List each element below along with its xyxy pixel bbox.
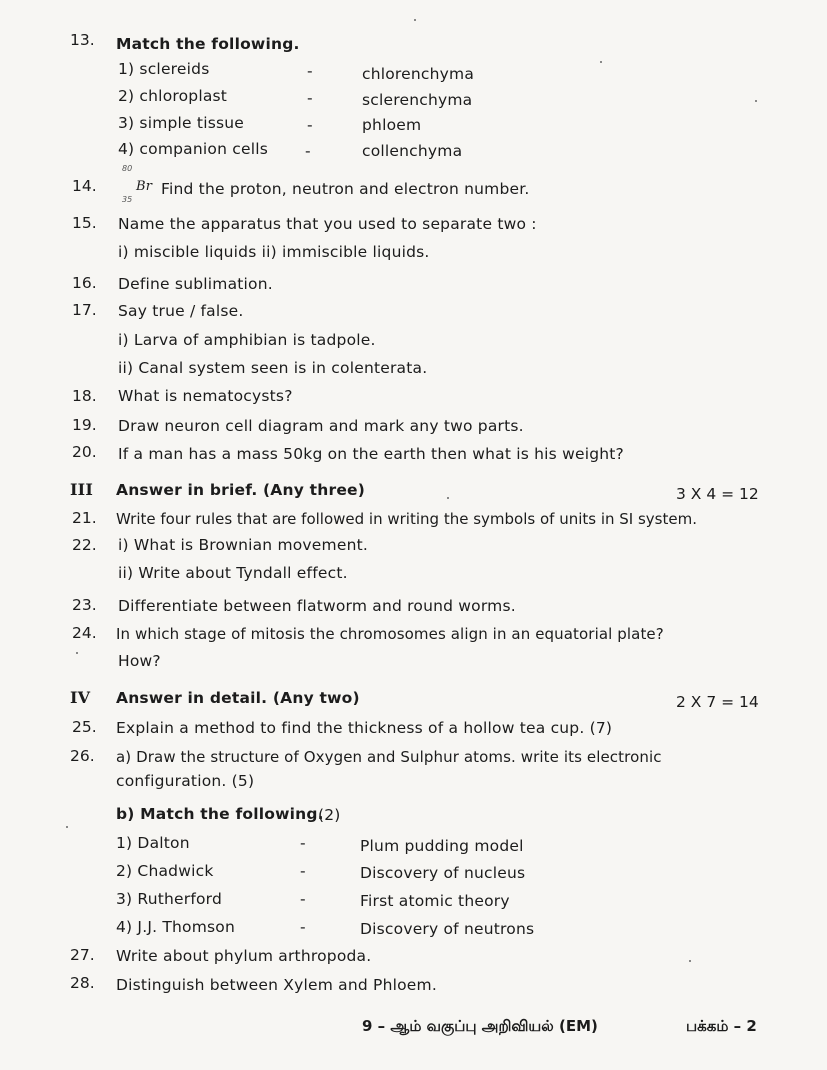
scan-speck bbox=[755, 100, 757, 102]
match-left-item: 1) sclereids bbox=[118, 60, 210, 78]
question-subpart: i) miscible liquids ii) immiscible liquids. bbox=[118, 243, 430, 261]
question-number: 28. bbox=[70, 974, 95, 992]
question-number: 16. bbox=[72, 274, 97, 292]
question-text: Name the apparatus that you used to separate two : bbox=[118, 215, 537, 233]
question-subtitle: b) Match the following. bbox=[116, 805, 324, 823]
scan-speck bbox=[66, 826, 68, 828]
match-left-item: 2) chloroplast bbox=[118, 87, 228, 105]
question-subpart: i) Larva of amphibian is tadpole. bbox=[118, 331, 376, 349]
match-dash: - bbox=[305, 142, 311, 160]
scan-speck bbox=[76, 652, 78, 654]
question-text: What is nematocysts? bbox=[118, 387, 293, 405]
scan-speck bbox=[447, 497, 449, 499]
section-number: III bbox=[70, 480, 94, 499]
question-text-continued: How? bbox=[118, 652, 161, 670]
question-subpart: ii) Canal system seen is in colenterata. bbox=[118, 359, 428, 377]
question-number: 15. bbox=[72, 214, 97, 232]
question-subpart: i) What is Brownian movement. bbox=[118, 536, 369, 554]
element-symbol: Br bbox=[136, 179, 153, 194]
question-title: Match the following. bbox=[116, 35, 300, 53]
question-text-continued: configuration. (5) bbox=[116, 772, 255, 790]
question-number: 26. bbox=[70, 747, 95, 765]
section-title: Answer in brief. (Any three) bbox=[116, 481, 366, 499]
match-right-item: Discovery of nucleus bbox=[360, 864, 526, 882]
question-subpart: ii) Write about Tyndall effect. bbox=[118, 564, 348, 582]
match-right-item: Discovery of neutrons bbox=[360, 920, 535, 938]
question-number: 25. bbox=[72, 718, 97, 736]
question-text: Draw neuron cell diagram and mark any two parts. bbox=[118, 417, 524, 435]
question-number: 13. bbox=[70, 31, 95, 49]
match-left-item: 3) simple tissue bbox=[118, 114, 245, 132]
match-left-item: 1) Dalton bbox=[116, 834, 190, 852]
mass-number: 80 bbox=[122, 164, 133, 173]
question-number: 20. bbox=[72, 443, 97, 461]
section-number: IV bbox=[70, 688, 91, 707]
footer-class-subject: 9 – ஆம் வகுப்பு அறிவியல் (EM) bbox=[362, 1017, 598, 1035]
question-text: Define sublimation. bbox=[118, 275, 273, 293]
match-right-item: phloem bbox=[362, 116, 422, 134]
question-text: Find the proton, neutron and electron number. bbox=[161, 180, 530, 198]
section-title: Answer in detail. (Any two) bbox=[116, 689, 360, 707]
scan-speck bbox=[600, 61, 602, 63]
match-right-item: Plum pudding model bbox=[360, 837, 524, 855]
question-number: 18. bbox=[72, 387, 97, 405]
match-dash: - bbox=[300, 890, 306, 908]
question-text: Explain a method to find the thickness of a hollow tea cup. (7) bbox=[116, 719, 613, 737]
match-left-item: 4) companion cells bbox=[118, 140, 268, 158]
match-right-item: sclerenchyma bbox=[362, 91, 473, 109]
match-dash: - bbox=[300, 834, 306, 852]
question-text: a) Draw the structure of Oxygen and Sulphur atoms. write its electronic bbox=[116, 748, 662, 766]
question-text: If a man has a mass 50kg on the earth then what is his weight? bbox=[118, 445, 624, 463]
scan-speck bbox=[689, 960, 691, 962]
match-left-item: 4) J.J. Thomson bbox=[116, 918, 236, 936]
question-text: Differentiate between flatworm and round worms. bbox=[118, 597, 516, 615]
subpart-marks: (2) bbox=[318, 806, 341, 824]
match-dash: - bbox=[307, 89, 313, 107]
match-dash: - bbox=[300, 918, 306, 936]
question-number: 27. bbox=[70, 946, 95, 964]
match-left-item: 3) Rutherford bbox=[116, 890, 223, 908]
section-marks: 3 X 4 = 12 bbox=[676, 485, 759, 503]
match-dash: - bbox=[307, 116, 313, 134]
match-right-item: First atomic theory bbox=[360, 892, 510, 910]
match-right-item: chlorenchyma bbox=[362, 65, 475, 83]
question-text: Write four rules that are followed in writing the symbols of units in SI system. bbox=[116, 510, 697, 528]
question-number: 17. bbox=[72, 301, 97, 319]
question-number: 24. bbox=[72, 624, 97, 642]
scan-speck bbox=[414, 19, 416, 21]
section-marks: 2 X 7 = 14 bbox=[676, 693, 759, 711]
question-number: 22. bbox=[72, 536, 97, 554]
atomic-number: 35 bbox=[122, 195, 133, 204]
question-number: 19. bbox=[72, 416, 97, 434]
match-dash: - bbox=[300, 862, 306, 880]
question-number: 23. bbox=[72, 596, 97, 614]
match-dash: - bbox=[307, 62, 313, 80]
question-text: In which stage of mitosis the chromosomes align in an equatorial plate? bbox=[116, 625, 664, 643]
question-text: Distinguish between Xylem and Phloem. bbox=[116, 976, 437, 994]
match-right-item: collenchyma bbox=[362, 142, 463, 160]
match-left-item: 2) Chadwick bbox=[116, 862, 214, 880]
question-text: Say true / false. bbox=[118, 302, 244, 320]
question-number: 21. bbox=[72, 509, 97, 527]
question-number: 14. bbox=[72, 177, 97, 195]
footer-page-number: பக்கம் – 2 bbox=[686, 1017, 757, 1035]
question-text: Write about phylum arthropoda. bbox=[116, 947, 372, 965]
